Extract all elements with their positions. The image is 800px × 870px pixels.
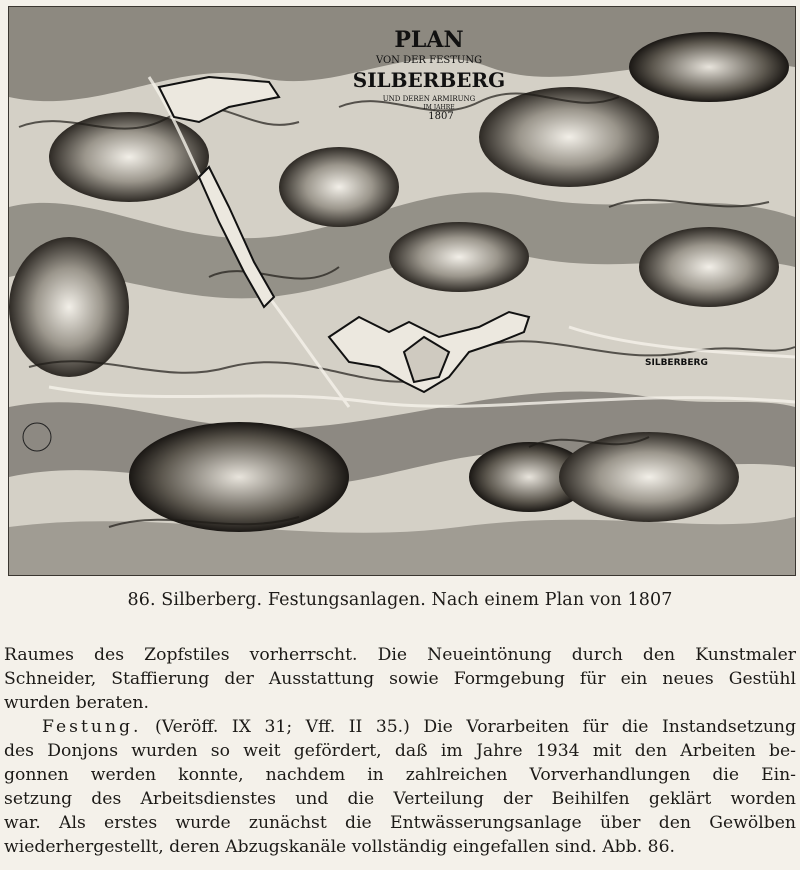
section-heading: Festung. (42, 717, 142, 737)
map-title-5: IM JAHRE (423, 104, 455, 111)
paragraph-2 (4, 715, 796, 859)
paragraph-2-line: gonnen werden konnte, nachdem in zahlreichen Vorverhandlungen die Ein- (4, 765, 796, 785)
paragraph-2-line: (Veröff. IX 31; Vff. II 35.) Die Vorarbeiten für die Instandsetzung (155, 717, 796, 737)
figure-caption: 86. Silberberg. Festungsanlagen. Nach einem Plan von 1807 (127, 590, 673, 610)
map-title-1: PLAN (394, 27, 464, 53)
fortress-map-figure (8, 6, 796, 576)
paragraph-2-line: des Donjons wurden so weit gefördert, daß im Jahre 1934 mit den Arbeiten be- (4, 741, 796, 761)
town-label: SILBERBERG (645, 358, 708, 368)
map-title-2: VON DER FESTUNG (375, 55, 483, 66)
paragraph-2-line: war. Als erstes wurde zunächst die Entwässerungsanlage über den Gewölben (4, 813, 796, 833)
paragraph-1-line: Raumes des Zopfstiles vorherrscht. Die Neueintönung durch den Kunstmaler (4, 645, 796, 665)
map-title-3: SILBERBERG (352, 68, 506, 92)
body-text (4, 643, 796, 859)
paragraph-1 (4, 643, 796, 715)
paragraph-2-line: wiederhergestellt, deren Abzugskanäle vollständig eingefallen sind. Abb. 86. (4, 837, 675, 857)
paragraph-2-first-line (4, 715, 796, 739)
paragraph-2-line: setzung des Arbeitsdienstes und die Verteilung der Beihilfen geklärt worden (4, 789, 796, 809)
map-title-6: 1807 (428, 111, 454, 122)
map-title-4: UND DEREN ARMIRUNG (382, 95, 476, 103)
fortress-map-image (9, 7, 795, 575)
paragraph-1-line: Schneider, Staffierung der Ausstattung sowie Formgebung für ein neues Gestühl (4, 669, 796, 689)
paragraph-1-line: wurden beraten. (4, 693, 149, 713)
